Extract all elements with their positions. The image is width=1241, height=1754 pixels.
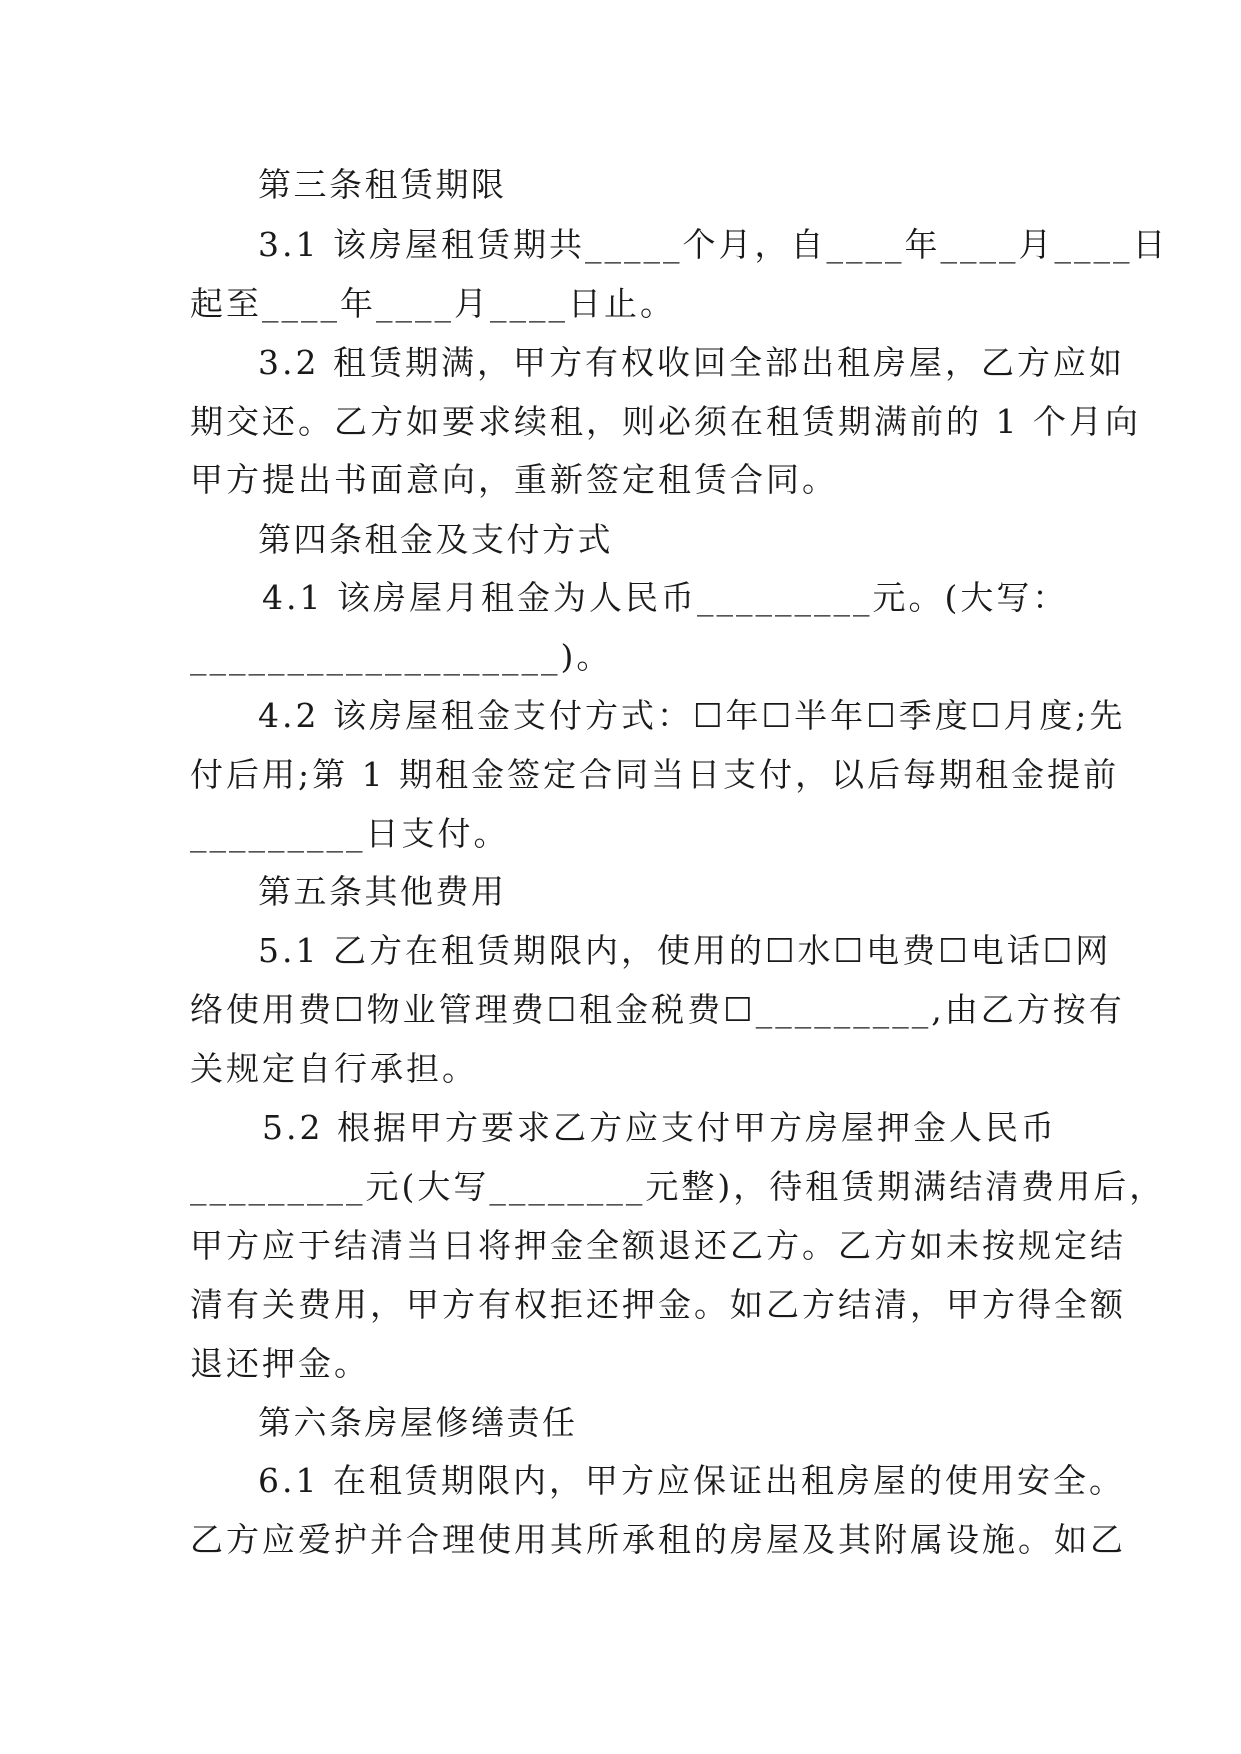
clause-3-2-line-2: 期交还。乙方如要求续租，则必须在租赁期满前的 1 个月向 — [190, 402, 1141, 441]
clause-5-1-line-1: 5.1 乙方在租赁期限内，使用的☐水☐电费☐电话☐网 — [258, 931, 1112, 970]
clause-4-1-line-1: 4.1 该房屋月租金为人民币_________元。(大写： — [262, 578, 1069, 617]
clause-5-2-line-4: 清有关费用，甲方有权拒还押金。如乙方结清，甲方得全额 — [190, 1285, 1126, 1324]
clause-5-1-line-3: 关规定自行承担。 — [190, 1049, 478, 1088]
clause-5-2-line-1: 5.2 根据甲方要求乙方应支付甲方房屋押金人民币 — [262, 1108, 1057, 1147]
clause-4-1-line-2: ___________________)。 — [190, 637, 613, 676]
clause-5-2-line-5: 退还押金。 — [190, 1344, 370, 1383]
clause-5-2-line-3: 甲方应于结清当日将押金全额退还乙方。乙方如未按规定结 — [190, 1226, 1126, 1265]
clause-4-2-line-1: 4.2 该房屋租金支付方式：☐年☐半年☐季度☐月度;先 — [258, 696, 1126, 735]
clause-5-2-line-2: _________元(大写________元整)，待租赁期满结清费用后， — [190, 1167, 1166, 1206]
clause-6-1-line-2: 乙方应爱护并合理使用其所承租的房屋及其附属设施。如乙 — [190, 1520, 1126, 1559]
article-6-heading: 第六条房屋修缮责任 — [258, 1403, 578, 1442]
article-5-heading: 第五条其他费用 — [258, 872, 507, 911]
clause-5-1-line-2: 络使用费☐物业管理费☐租金税费☐_________,由乙方按有 — [190, 990, 1125, 1029]
clause-3-1-line-2: 起至____年____月____日止。 — [190, 284, 676, 323]
clause-6-1-line-1: 6.1 在租赁期限内，甲方应保证出租房屋的使用安全。 — [258, 1461, 1125, 1500]
clause-3-1-line-1: 3.1 该房屋租赁期共_____个月，自____年____月____日 — [258, 225, 1169, 264]
clause-3-2-line-1: 3.2 租赁期满，甲方有权收回全部出租房屋，乙方应如 — [258, 343, 1125, 382]
clause-3-2-line-3: 甲方提出书面意向，重新签定租赁合同。 — [190, 460, 838, 499]
clause-4-2-line-3: _________日支付。 — [190, 814, 510, 853]
article-3-heading: 第三条租赁期限 — [258, 165, 507, 204]
article-4-heading: 第四条租金及支付方式 — [258, 520, 613, 559]
clause-4-2-line-2: 付后用;第 1 期租金签定合同当日支付，以后每期租金提前 — [190, 755, 1120, 794]
